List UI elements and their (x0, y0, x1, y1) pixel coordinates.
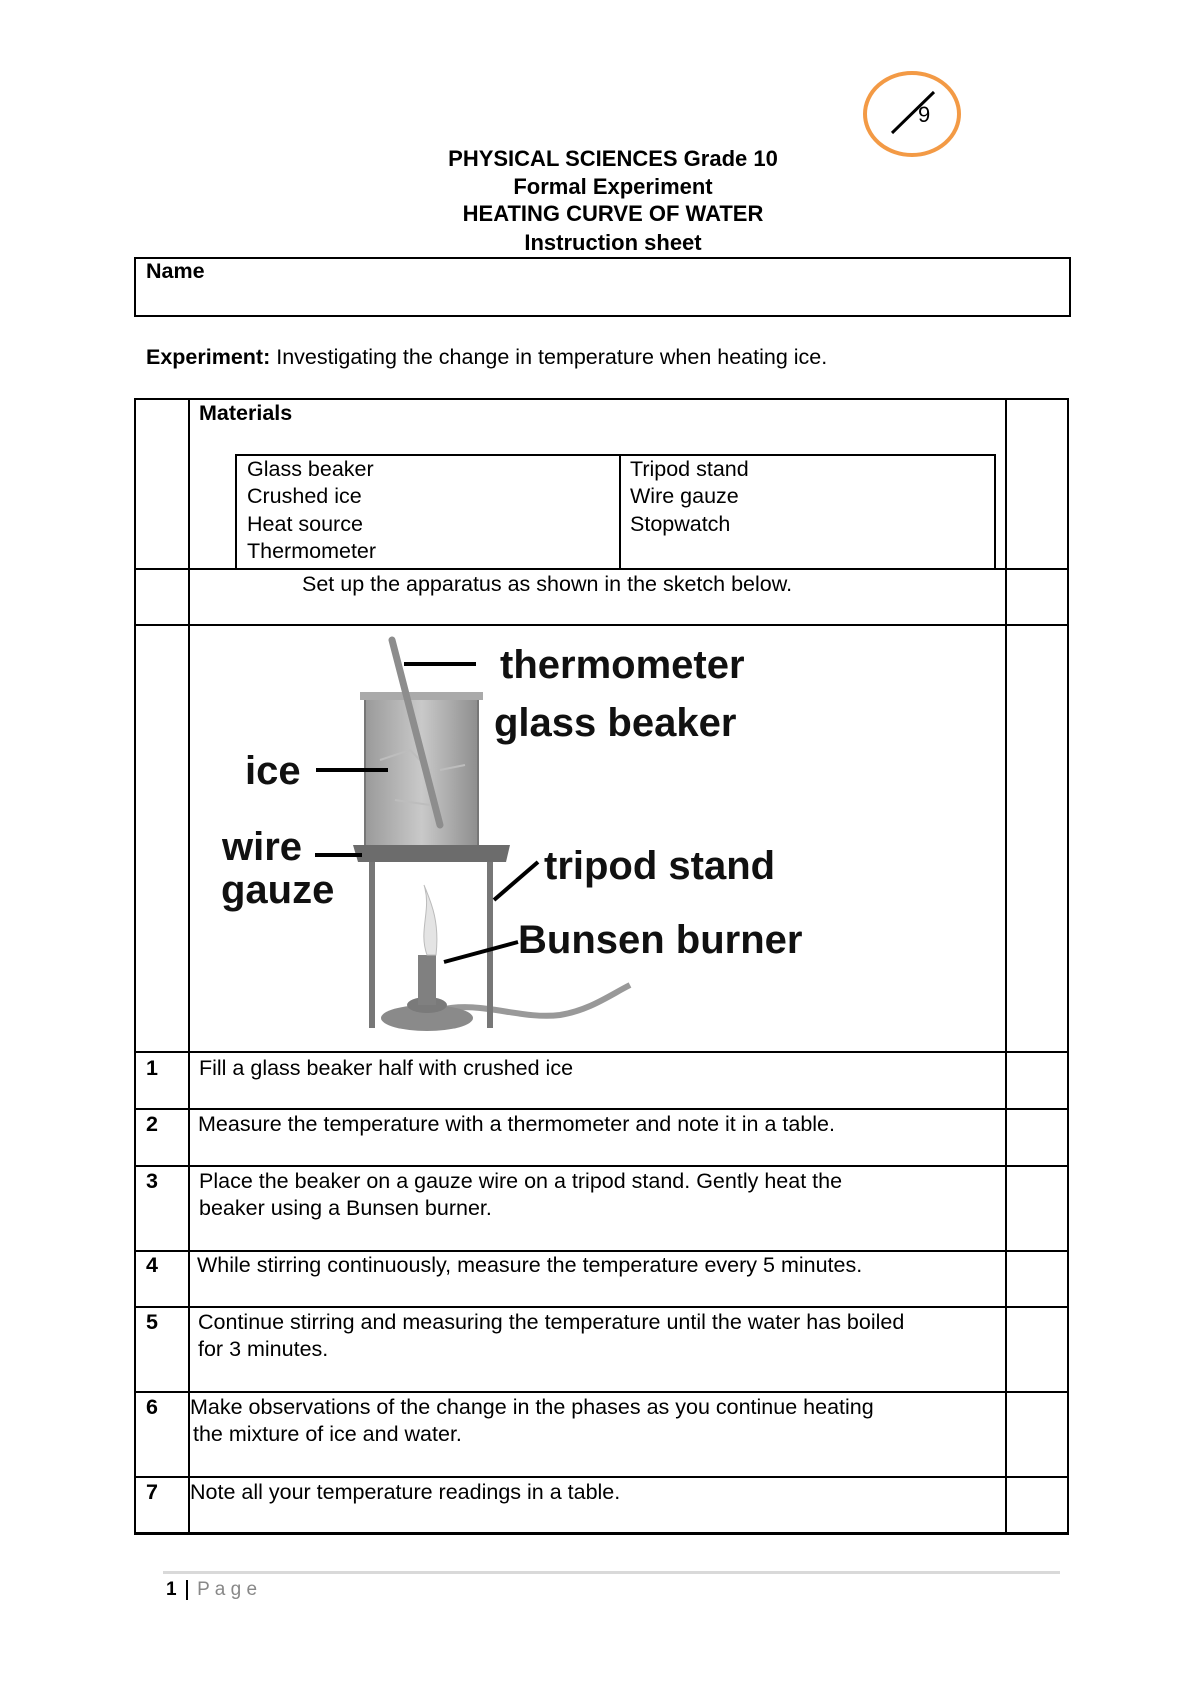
apparatus-diagram (190, 626, 1005, 1051)
label-gauze: gauze (221, 868, 335, 912)
step-text: Continue stirring and measuring the temperature until the water has boiled (198, 1310, 905, 1334)
tripod-leg (369, 860, 375, 1028)
score-denominator: 9 (918, 102, 931, 127)
name-label: Name (146, 259, 205, 283)
material-item: Thermometer (247, 539, 377, 563)
page-footer (166, 1578, 257, 1602)
materials-heading: Materials (199, 401, 293, 425)
label-thermometer: thermometer (500, 643, 745, 687)
name-field[interactable] (134, 257, 1071, 317)
step-number: 1 (146, 1056, 158, 1080)
label-wire: wire (222, 825, 303, 869)
step-number: 5 (146, 1310, 158, 1334)
step-text: Fill a glass beaker half with crushed ice (199, 1056, 574, 1080)
burner-tube (418, 955, 436, 1005)
material-item: Glass beaker (247, 457, 374, 481)
step-text: for 3 minutes. (198, 1337, 329, 1361)
step-number: 2 (146, 1112, 158, 1136)
score-circle-icon (862, 70, 962, 158)
label-glass-beaker: glass beaker (494, 701, 737, 745)
step-number: 7 (146, 1480, 158, 1504)
assessment-type: Formal Experiment (513, 174, 713, 199)
material-item: Crushed ice (247, 484, 362, 508)
experiment-title: HEATING CURVE OF WATER (462, 201, 764, 226)
setup-instruction: Set up the apparatus as shown in the sketch below. (302, 572, 793, 596)
experiment-label: Experiment: (146, 345, 271, 369)
score-badge (862, 70, 962, 158)
step-text: Place the beaker on a gauze wire on a tripod stand. Gently heat the (199, 1169, 843, 1193)
label-bunsen-burner: Bunsen burner (518, 918, 803, 962)
step-text: Make observations of the change in the phases as you continue heating (190, 1395, 874, 1419)
step-number: 3 (146, 1169, 158, 1193)
gas-hose (440, 985, 630, 1016)
page-number: 1 (166, 1579, 177, 1600)
flame-icon (424, 885, 437, 955)
page-label: P a g e (197, 1579, 258, 1600)
tripod-leg (487, 860, 493, 1028)
material-item: Wire gauze (630, 484, 739, 508)
label-ice: ice (245, 749, 301, 793)
subject-title: PHYSICAL SCIENCES Grade 10 (448, 146, 778, 171)
step-text: Measure the temperature with a thermometer and note it in a table. (198, 1112, 835, 1136)
step-number: 6 (146, 1395, 158, 1419)
material-item: Stopwatch (630, 512, 731, 536)
sheet-type: Instruction sheet (524, 230, 702, 255)
wire-gauze (353, 845, 510, 862)
material-item: Heat source (247, 512, 363, 536)
step-text: the mixture of ice and water. (193, 1422, 462, 1446)
footer-separator (186, 1580, 188, 1600)
footer-divider (163, 1571, 1060, 1574)
label-tripod-stand: tripod stand (544, 844, 776, 888)
experiment-text: Investigating the change in temperature when heating ice. (270, 345, 828, 369)
step-text: Note all your temperature readings in a table. (190, 1480, 621, 1504)
step-text: While stirring continuously, measure the temperature every 5 minutes. (197, 1253, 863, 1277)
material-item: Tripod stand (630, 457, 749, 481)
step-text: beaker using a Bunsen burner. (199, 1196, 492, 1220)
step-number: 4 (146, 1253, 158, 1277)
experiment-line (146, 344, 827, 371)
